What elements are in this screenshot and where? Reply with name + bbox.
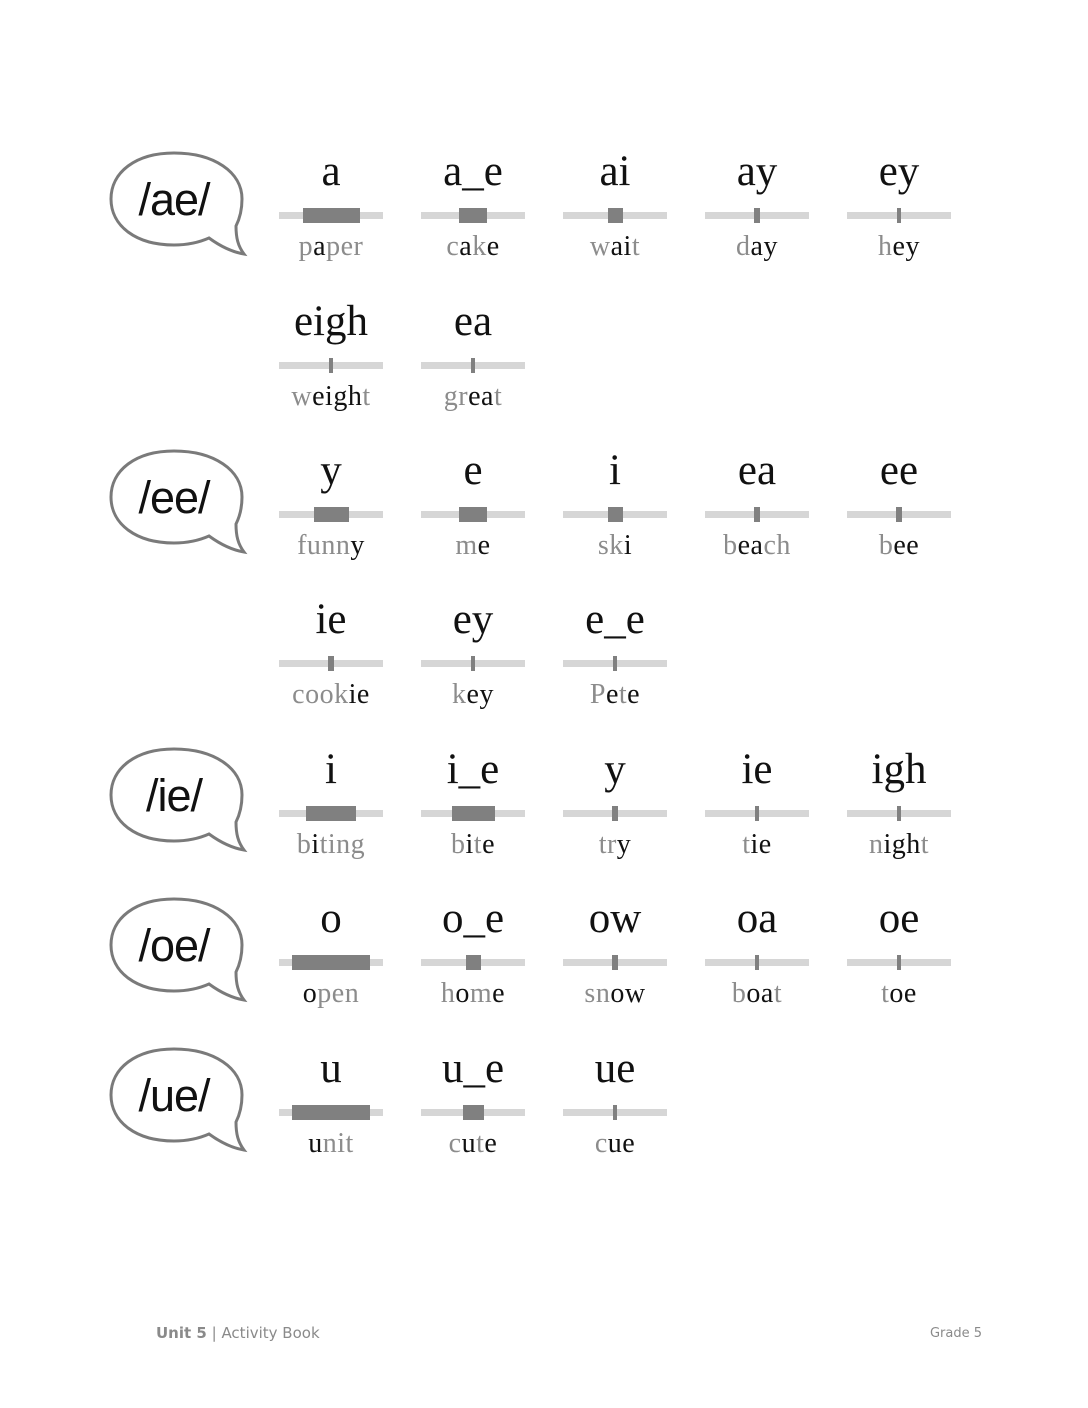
word-target-letters: o bbox=[455, 978, 470, 1009]
footer-unit-label bbox=[156, 1324, 320, 1342]
word-other-letters: b bbox=[731, 978, 747, 1009]
spelling-card bbox=[847, 893, 951, 1023]
sound-label: /ae/ bbox=[138, 174, 210, 225]
word-target-letters: e bbox=[627, 679, 641, 710]
spelling-card bbox=[705, 146, 809, 276]
frequency-bar-fill bbox=[328, 656, 334, 671]
frequency-bar-fill bbox=[897, 955, 901, 970]
word-target-letters: o bbox=[302, 978, 318, 1009]
example-word bbox=[401, 678, 545, 712]
spelling-pattern: oe bbox=[878, 895, 920, 942]
word-target-letters: y bbox=[350, 530, 365, 561]
example-word bbox=[401, 230, 545, 264]
sound-bubble bbox=[108, 150, 248, 262]
word-target-letters: u bbox=[461, 1128, 477, 1159]
frequency-bar-fill bbox=[292, 1105, 370, 1120]
example-word bbox=[685, 230, 829, 264]
frequency-bar-track bbox=[421, 362, 525, 369]
frequency-bar-track bbox=[847, 212, 951, 219]
frequency-bar-fill bbox=[896, 507, 902, 522]
spelling-pattern: ai bbox=[599, 148, 631, 195]
frequency-bar-fill bbox=[612, 806, 618, 821]
word-other-letters: h bbox=[440, 978, 456, 1009]
word-other-letters: b bbox=[723, 530, 738, 561]
spelling-pattern: o_e bbox=[441, 895, 505, 942]
word-other-letters: n bbox=[868, 829, 884, 860]
frequency-bar-fill bbox=[452, 806, 495, 821]
word-other-letters: k bbox=[472, 231, 487, 262]
spelling-pattern: eigh bbox=[293, 298, 369, 345]
frequency-bar-track bbox=[705, 212, 809, 219]
frequency-bar-fill bbox=[463, 1105, 484, 1120]
word-target-letters: e bbox=[484, 1128, 498, 1159]
word-target-letters: oa bbox=[746, 978, 774, 1009]
spelling-pattern: ay bbox=[736, 148, 778, 195]
example-word bbox=[401, 977, 545, 1011]
frequency-bar-fill bbox=[459, 507, 487, 522]
spelling-card bbox=[705, 744, 809, 874]
frequency-bar-track bbox=[279, 810, 383, 817]
spelling-card bbox=[847, 445, 951, 575]
word-other-letters: c bbox=[594, 1128, 608, 1159]
frequency-bar-fill bbox=[329, 358, 333, 373]
word-other-letters: t bbox=[476, 1128, 485, 1159]
word-other-letters: b bbox=[878, 530, 894, 561]
example-word bbox=[259, 678, 403, 712]
example-word bbox=[401, 828, 545, 862]
frequency-bar-track bbox=[705, 810, 809, 817]
sound-label: /oe/ bbox=[138, 920, 210, 971]
spelling-pattern: i bbox=[609, 447, 621, 494]
frequency-bar-fill bbox=[608, 507, 623, 522]
word-other-letters: tr bbox=[598, 829, 617, 860]
word-target-letters: igh bbox=[883, 829, 921, 860]
word-other-letters: sn bbox=[584, 978, 611, 1009]
example-word bbox=[401, 380, 545, 414]
example-word bbox=[827, 828, 971, 862]
word-other-letters: m bbox=[469, 978, 493, 1009]
frequency-bar-fill bbox=[755, 806, 759, 821]
word-target-letters: i bbox=[465, 829, 474, 860]
word-target-letters: e bbox=[482, 829, 495, 860]
word-other-letters: t bbox=[920, 829, 930, 860]
spelling-pattern: i_e bbox=[446, 746, 500, 793]
word-other-letters: cook bbox=[292, 679, 349, 710]
sound-bubble bbox=[108, 1046, 248, 1158]
example-word bbox=[827, 529, 971, 563]
spelling-card bbox=[421, 594, 525, 724]
spelling-pattern: u_e bbox=[441, 1045, 505, 1092]
sound-label: /ue/ bbox=[138, 1070, 210, 1121]
frequency-bar-fill bbox=[471, 656, 475, 671]
spelling-card bbox=[563, 893, 667, 1023]
spelling-pattern: ey bbox=[452, 596, 494, 643]
spelling-pattern: igh bbox=[871, 746, 927, 793]
word-target-letters: ey bbox=[892, 231, 920, 262]
example-word bbox=[827, 977, 971, 1011]
spelling-card bbox=[279, 893, 383, 1023]
word-other-letters: m bbox=[455, 530, 478, 561]
frequency-bar-track bbox=[421, 660, 525, 667]
frequency-bar-track bbox=[279, 959, 383, 966]
spelling-pattern: ea bbox=[453, 298, 493, 345]
frequency-bar-fill bbox=[459, 208, 487, 223]
frequency-bar-fill bbox=[755, 955, 759, 970]
word-target-letters: oe bbox=[889, 978, 917, 1009]
sound-label: /ie/ bbox=[145, 770, 203, 821]
word-target-letters: ue bbox=[607, 1128, 636, 1159]
word-other-letters: k bbox=[452, 679, 467, 710]
word-other-letters: t bbox=[881, 978, 890, 1009]
word-target-letters: ie bbox=[750, 829, 772, 860]
spelling-pattern: y bbox=[604, 746, 626, 793]
spelling-pattern: ow bbox=[588, 895, 642, 942]
spelling-pattern: a_e bbox=[443, 148, 503, 195]
example-word bbox=[259, 977, 403, 1011]
example-word bbox=[543, 529, 687, 563]
word-target-letters: ea bbox=[468, 381, 494, 412]
spelling-pattern: y bbox=[320, 447, 342, 494]
footer-book: Activity Book bbox=[221, 1324, 320, 1342]
sound-bubble bbox=[108, 896, 248, 1008]
spelling-card bbox=[847, 146, 951, 276]
spelling-card bbox=[563, 445, 667, 575]
word-other-letters: t bbox=[493, 381, 503, 412]
frequency-bar-track bbox=[421, 511, 525, 518]
frequency-bar-track bbox=[421, 959, 525, 966]
spelling-card bbox=[279, 445, 383, 575]
word-target-letters: e bbox=[492, 978, 506, 1009]
spelling-pattern: ie bbox=[741, 746, 773, 793]
frequency-bar-track bbox=[847, 959, 951, 966]
word-other-letters: c bbox=[448, 1128, 462, 1159]
word-other-letters: b bbox=[451, 829, 466, 860]
example-word bbox=[827, 230, 971, 264]
spelling-card bbox=[279, 296, 383, 426]
example-word bbox=[543, 230, 687, 264]
example-word bbox=[685, 977, 829, 1011]
sound-bubble bbox=[108, 746, 248, 858]
frequency-bar-track bbox=[847, 511, 951, 518]
frequency-bar-track bbox=[563, 511, 667, 518]
word-other-letters: w bbox=[589, 231, 611, 262]
spelling-card bbox=[421, 893, 525, 1023]
example-word bbox=[685, 529, 829, 563]
word-target-letters: e bbox=[605, 679, 619, 710]
word-target-letters: e bbox=[477, 530, 491, 561]
word-target-letters: eigh bbox=[312, 381, 363, 412]
frequency-bar-track bbox=[279, 660, 383, 667]
frequency-bar-fill bbox=[314, 507, 349, 522]
word-other-letters: nit bbox=[322, 1128, 354, 1159]
frequency-bar-fill bbox=[897, 806, 901, 821]
footer-unit: Unit 5 bbox=[156, 1324, 207, 1342]
footer-grade: Grade 5 bbox=[929, 1326, 982, 1341]
example-word bbox=[401, 1127, 545, 1161]
frequency-bar-fill bbox=[612, 955, 618, 970]
sound-label: /ee/ bbox=[138, 472, 210, 523]
frequency-bar-track bbox=[563, 1109, 667, 1116]
word-target-letters: ai bbox=[610, 231, 632, 262]
sound-bubble bbox=[108, 448, 248, 560]
word-target-letters: y bbox=[616, 829, 632, 860]
spelling-card bbox=[705, 893, 809, 1023]
frequency-bar-track bbox=[563, 212, 667, 219]
example-word bbox=[685, 828, 829, 862]
spelling-card bbox=[421, 296, 525, 426]
frequency-bar-fill bbox=[613, 1105, 617, 1120]
spelling-card bbox=[279, 146, 383, 276]
spelling-card bbox=[847, 744, 951, 874]
word-target-letters: ie bbox=[348, 679, 370, 710]
spelling-card bbox=[421, 146, 525, 276]
frequency-bar-track bbox=[705, 959, 809, 966]
word-other-letters: P bbox=[589, 679, 606, 710]
word-other-letters: ting bbox=[319, 829, 366, 860]
example-word bbox=[259, 1127, 403, 1161]
frequency-bar-fill bbox=[466, 955, 481, 970]
spelling-pattern: i bbox=[325, 746, 337, 793]
frequency-bar-track bbox=[421, 212, 525, 219]
word-other-letters: per bbox=[326, 231, 364, 262]
spelling-pattern: oa bbox=[736, 895, 778, 942]
word-other-letters: pen bbox=[317, 978, 360, 1009]
word-other-letters: t bbox=[362, 381, 371, 412]
example-word bbox=[543, 678, 687, 712]
word-other-letters: b bbox=[296, 829, 312, 860]
spelling-card bbox=[705, 445, 809, 575]
spelling-card bbox=[421, 1043, 525, 1173]
frequency-bar-track bbox=[279, 1109, 383, 1116]
word-target-letters: e bbox=[486, 231, 500, 262]
spelling-pattern: e_e bbox=[585, 596, 645, 643]
word-other-letters: c bbox=[446, 231, 460, 262]
example-word bbox=[259, 529, 403, 563]
spelling-card bbox=[563, 146, 667, 276]
spelling-pattern: u bbox=[320, 1045, 342, 1092]
example-word bbox=[259, 230, 403, 264]
example-word bbox=[259, 828, 403, 862]
frequency-bar-track bbox=[847, 810, 951, 817]
spelling-pattern: ey bbox=[878, 148, 920, 195]
frequency-bar-track bbox=[705, 511, 809, 518]
frequency-bar-fill bbox=[306, 806, 356, 821]
word-other-letters: t bbox=[631, 231, 641, 262]
spelling-pattern: o bbox=[320, 895, 342, 942]
spelling-card bbox=[421, 445, 525, 575]
example-word bbox=[401, 529, 545, 563]
frequency-bar-fill bbox=[897, 208, 901, 223]
spelling-card bbox=[563, 594, 667, 724]
word-target-letters: ee bbox=[893, 530, 920, 561]
frequency-bar-track bbox=[279, 362, 383, 369]
frequency-bar-fill bbox=[754, 507, 760, 522]
spelling-card bbox=[421, 744, 525, 874]
word-target-letters: i bbox=[623, 530, 633, 561]
word-other-letters: gr bbox=[443, 381, 469, 412]
spelling-card bbox=[563, 1043, 667, 1173]
word-other-letters: sk bbox=[597, 530, 624, 561]
example-word bbox=[543, 977, 687, 1011]
word-other-letters: d bbox=[736, 231, 751, 262]
word-target-letters: u bbox=[308, 1128, 323, 1159]
word-other-letters: p bbox=[298, 231, 314, 262]
word-other-letters: h bbox=[878, 231, 893, 262]
frequency-bar-track bbox=[563, 810, 667, 817]
word-target-letters: ow bbox=[610, 978, 646, 1009]
frequency-bar-fill bbox=[608, 208, 623, 223]
frequency-bar-track bbox=[563, 959, 667, 966]
word-other-letters: t bbox=[618, 679, 628, 710]
frequency-bar-track bbox=[421, 810, 525, 817]
footer-separator: | bbox=[206, 1324, 222, 1342]
word-other-letters: w bbox=[291, 381, 313, 412]
word-target-letters: i bbox=[311, 829, 320, 860]
word-target-letters: a bbox=[313, 231, 327, 262]
spelling-card bbox=[279, 744, 383, 874]
word-other-letters: t bbox=[742, 829, 751, 860]
frequency-bar-fill bbox=[471, 358, 475, 373]
frequency-bar-fill bbox=[292, 955, 370, 970]
spelling-card bbox=[279, 1043, 383, 1173]
spelling-pattern: ee bbox=[879, 447, 919, 494]
frequency-bar-fill bbox=[303, 208, 360, 223]
frequency-bar-fill bbox=[613, 656, 617, 671]
frequency-bar-track bbox=[279, 212, 383, 219]
example-word bbox=[543, 828, 687, 862]
spelling-card bbox=[279, 594, 383, 724]
word-other-letters: t bbox=[473, 829, 483, 860]
word-other-letters: ch bbox=[763, 530, 791, 561]
example-word bbox=[543, 1127, 687, 1161]
frequency-bar-track bbox=[421, 1109, 525, 1116]
frequency-bar-track bbox=[279, 511, 383, 518]
frequency-bar-track bbox=[563, 660, 667, 667]
spelling-pattern: a bbox=[321, 148, 341, 195]
example-word bbox=[259, 380, 403, 414]
word-target-letters: ey bbox=[466, 679, 494, 710]
word-other-letters: t bbox=[773, 978, 783, 1009]
spelling-pattern: ue bbox=[594, 1045, 636, 1092]
spelling-card bbox=[563, 744, 667, 874]
word-other-letters: funn bbox=[297, 530, 351, 561]
word-target-letters: ea bbox=[737, 530, 764, 561]
spelling-pattern: ie bbox=[315, 596, 347, 643]
word-target-letters: a bbox=[459, 231, 473, 262]
spelling-pattern: e bbox=[463, 447, 483, 494]
word-target-letters: ay bbox=[750, 231, 778, 262]
frequency-bar-fill bbox=[754, 208, 760, 223]
spelling-pattern: ea bbox=[737, 447, 777, 494]
